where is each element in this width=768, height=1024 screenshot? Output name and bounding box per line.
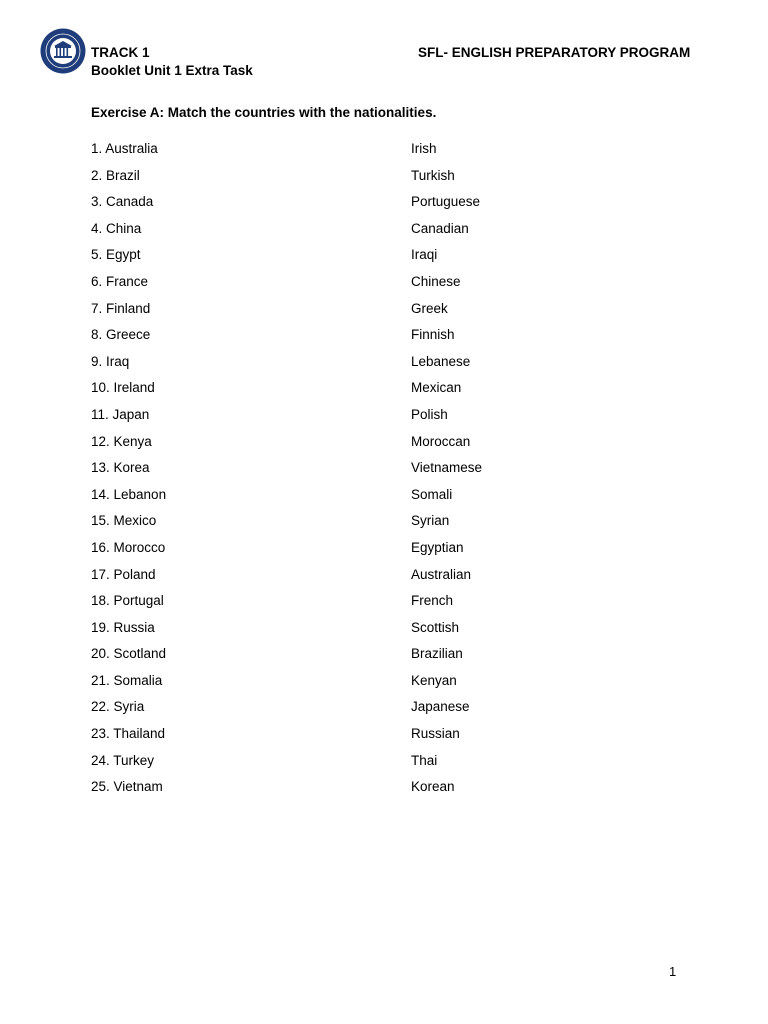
country-item: 2. Brazil — [91, 167, 140, 183]
nationality-item: Syrian — [411, 513, 450, 529]
track-label: TRACK 1 — [91, 45, 150, 60]
university-seal-logo — [40, 28, 86, 74]
country-item: 19. Russia — [91, 619, 155, 635]
country-item: 11. Japan — [91, 406, 150, 422]
country-item: 24. Turkey — [91, 752, 155, 768]
nationality-item: Australian — [411, 566, 472, 582]
nationality-item: Greek — [411, 300, 448, 316]
country-item: 3. Canada — [91, 194, 154, 210]
nationality-item: Japanese — [411, 699, 470, 715]
nationalities-list — [411, 140, 482, 805]
country-item: 1. Australia — [91, 141, 158, 156]
country-item: 6. France — [91, 273, 149, 289]
program-title: SFL- ENGLISH PREPARATORY PROGRAM — [418, 45, 691, 60]
country-item: 23. Thailand — [91, 726, 166, 742]
country-item: 8. Greece — [91, 327, 151, 343]
nationality-item: Moroccan — [411, 433, 471, 449]
nationality-item: Polish — [411, 406, 448, 422]
country-item: 16. Morocco — [91, 539, 166, 555]
nationality-item: Chinese — [411, 273, 461, 289]
nationality-item: Finnish — [411, 327, 455, 343]
country-item: 22. Syria — [91, 699, 145, 715]
nationality-item: Thai — [411, 752, 438, 768]
nationality-item: Canadian — [411, 220, 469, 236]
nationality-item: Irish — [411, 141, 437, 156]
nationality-item: Vietnamese — [411, 460, 483, 476]
exercise-title: Exercise A: Match the countries with the nationalities. — [91, 105, 437, 120]
header-left — [91, 44, 253, 80]
page-number: 1 — [669, 964, 677, 979]
country-item: 10. Ireland — [91, 380, 155, 396]
countries-list — [91, 140, 166, 805]
country-item: 21. Somalia — [91, 672, 163, 688]
country-item: 15. Mexico — [91, 513, 157, 529]
country-item: 5. Egypt — [91, 247, 141, 263]
country-item: 7. Finland — [91, 300, 151, 316]
nationality-item: Scottish — [411, 619, 460, 635]
nationality-item: Russian — [411, 726, 460, 742]
country-item: 18. Portugal — [91, 593, 164, 609]
nationality-item: Lebanese — [411, 353, 471, 369]
booklet-subtitle: Booklet Unit 1 Extra Task — [91, 63, 253, 78]
nationality-item: Egyptian — [411, 539, 464, 555]
country-item: 13. Korea — [91, 460, 150, 476]
country-item: 14. Lebanon — [91, 486, 167, 502]
country-item: 17. Poland — [91, 566, 156, 582]
nationality-item: Somali — [411, 486, 453, 502]
nationality-item: Brazilian — [411, 646, 463, 662]
country-item: 9. Iraq — [91, 353, 130, 369]
nationality-item: Korean — [411, 779, 455, 795]
nationality-item: Turkish — [411, 167, 455, 183]
nationality-item: Portuguese — [411, 194, 481, 210]
country-item: 20. Scotland — [91, 646, 167, 662]
nationality-item: French — [411, 593, 454, 609]
country-item: 12. Kenya — [91, 433, 152, 449]
nationality-item: Iraqi — [411, 247, 438, 263]
country-item: 25. Vietnam — [91, 779, 163, 795]
nationality-item: Kenyan — [411, 672, 457, 688]
country-item: 4. China — [91, 220, 142, 236]
nationality-item: Mexican — [411, 380, 462, 396]
